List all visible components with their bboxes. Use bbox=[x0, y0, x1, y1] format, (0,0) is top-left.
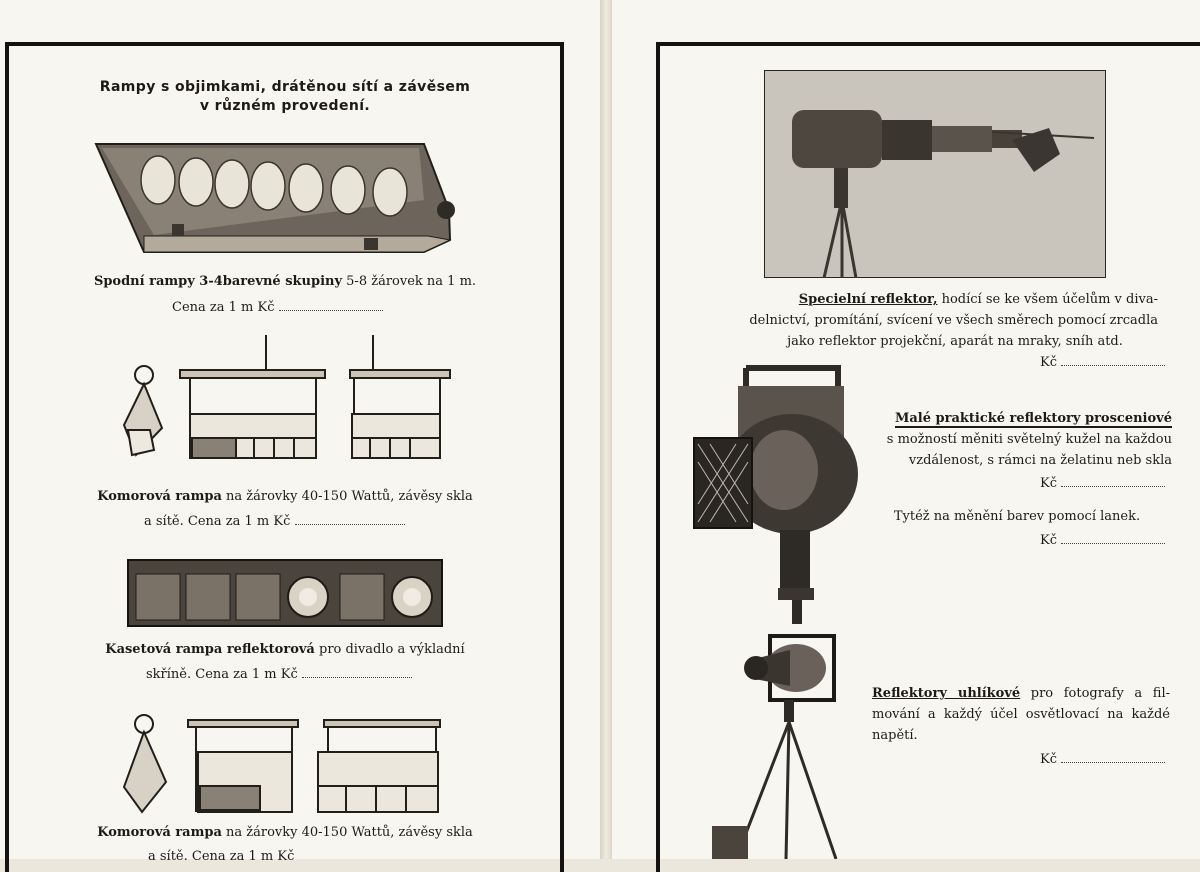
small-price2-label: Kč bbox=[1040, 533, 1057, 548]
item3-text: pro divadlo a výkladní bbox=[314, 642, 465, 657]
page-fold bbox=[600, 0, 612, 859]
small-price-line bbox=[1040, 473, 1180, 494]
carbon-price-blank bbox=[1061, 749, 1165, 763]
item2-title: Komorová rampa bbox=[97, 489, 222, 504]
carbon-title: Reflektory uhlíkové bbox=[872, 686, 1021, 701]
item3-title: Kasetová rampa reflektorová bbox=[105, 642, 315, 657]
carbon-line-3: napětí. bbox=[872, 728, 918, 743]
small-reflector-text bbox=[872, 408, 1172, 471]
carbon-price-label: Kč bbox=[1040, 752, 1057, 767]
item1-price-label: Cena za 1 m Kč bbox=[172, 300, 275, 315]
small-line-1: s možností měniti světelný kužel na každou bbox=[886, 432, 1172, 447]
special-line-1 bbox=[712, 289, 1158, 310]
carbon-price-line bbox=[1040, 749, 1180, 770]
small-title: Malé praktické reflektory prosceniové bbox=[894, 411, 1172, 426]
item2-price-blank bbox=[295, 511, 405, 525]
item2-description bbox=[60, 486, 510, 507]
cassette-ramp-illustration bbox=[126, 558, 444, 628]
special-line-2: delnictví, promítání, svícení ve všech směrech pomocí zrcadla bbox=[749, 313, 1158, 328]
item3-price-line bbox=[146, 664, 486, 685]
item3-price-blank bbox=[302, 664, 412, 678]
item3-price-label: skříně. Cena za 1 m Kč bbox=[146, 667, 298, 682]
carbon-text-1: pro fotografy a fil- bbox=[1020, 686, 1170, 701]
special-title: Specielní reflektor, bbox=[798, 292, 938, 307]
special-price-label: Kč bbox=[1040, 355, 1057, 370]
carbon-line-2: mování a každý účel osvětlovací na každé bbox=[872, 707, 1170, 722]
small-price2-line bbox=[1040, 530, 1180, 551]
heading-line-2: v různém provedení. bbox=[199, 98, 371, 114]
item4-price-label: a sítě. Cena za 1 m Kč bbox=[148, 849, 295, 864]
carbon-reflector-text bbox=[872, 683, 1170, 746]
item3-description bbox=[60, 639, 510, 660]
special-line-3: jako reflektor projekční, aparát na mraky, sníh atd. bbox=[787, 334, 1123, 349]
carbon-reflector-photo bbox=[706, 630, 866, 859]
item1-text: 5-8 žárovek na 1 m. bbox=[342, 274, 477, 289]
item1-title: Spodní rampy 3-4barevné skupiny bbox=[93, 274, 343, 289]
heading-line-1: Rampy s objimkami, drátěnou sítí a závěsem bbox=[99, 79, 471, 95]
chamber-ramp-variant-illustration bbox=[118, 712, 448, 816]
small-line-2: vzdálenost, s rámci na želatinu neb skla bbox=[908, 453, 1172, 468]
item4-price-line bbox=[148, 846, 488, 867]
chamber-ramp-illustration bbox=[118, 330, 458, 465]
item1-price-blank bbox=[279, 297, 383, 311]
special-text-1: hodící se ke všem účelům v diva- bbox=[937, 292, 1158, 307]
special-price-blank bbox=[1061, 352, 1165, 366]
footlight-ramp-illustration bbox=[94, 140, 466, 260]
item4-title: Komorová rampa bbox=[97, 825, 222, 840]
special-reflector-text bbox=[712, 289, 1158, 352]
small-price-label: Kč bbox=[1040, 476, 1057, 491]
item1-description bbox=[60, 271, 510, 292]
item4-text: na žárovky 40-150 Wattů, závěsy skla bbox=[221, 825, 473, 840]
section-heading bbox=[60, 78, 510, 116]
small-price2-blank bbox=[1061, 530, 1165, 544]
special-price-line bbox=[1040, 352, 1180, 373]
item2-price-line bbox=[144, 511, 504, 532]
small-price-blank bbox=[1061, 473, 1165, 487]
small-title-line bbox=[872, 408, 1172, 429]
item2-text: na žárovky 40-150 Wattů, závěsy skla bbox=[221, 489, 473, 504]
carbon-line-1 bbox=[872, 683, 1170, 704]
item4-description bbox=[60, 822, 510, 843]
small-note: Tytéž na měnění barev pomocí lanek. bbox=[893, 509, 1141, 524]
proscenium-reflector-photo bbox=[688, 358, 864, 626]
item1-price-line bbox=[172, 297, 492, 318]
special-reflector-photo bbox=[764, 70, 1106, 278]
item2-price-label: a sítě. Cena za 1 m Kč bbox=[144, 514, 291, 529]
